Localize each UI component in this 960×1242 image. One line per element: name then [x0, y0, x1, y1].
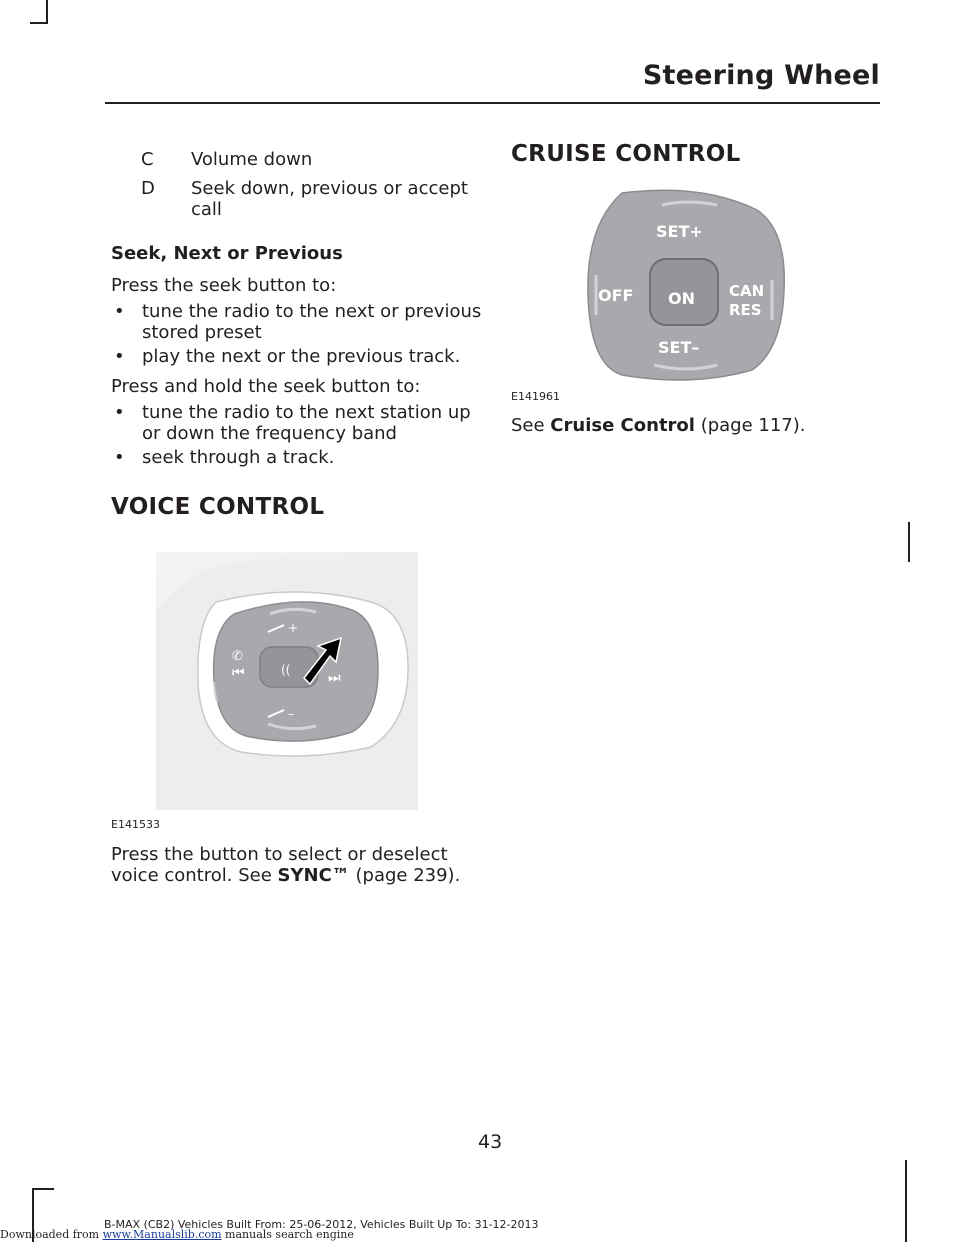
svg-text:⏮: ⏮	[232, 665, 245, 681]
figure-code: E141961	[511, 390, 560, 403]
definition-value: Volume down	[191, 149, 313, 170]
vehicle-info: B-MAX (CB2) Vehicles Built From: 25-06-2012, Vehicles Built Up To: 31-12-2013	[104, 1218, 539, 1231]
svg-text:((: ((	[281, 663, 291, 677]
list-item-text: tune the radio to the next or previous stored preset	[142, 301, 482, 343]
definition-value: Seek down, previous or accept call	[191, 178, 468, 220]
svg-text:+: +	[288, 621, 299, 635]
on-label: ON	[668, 289, 695, 308]
sync-link-text: SYNC™	[277, 865, 350, 886]
crop-mark-top-left-v	[46, 0, 48, 24]
svg-text:⏭: ⏭	[328, 670, 341, 686]
figure-code: E141533	[111, 818, 160, 831]
list-item-text: tune the radio to the next station up or down the frequency band	[142, 402, 471, 444]
definition-key: C	[141, 149, 154, 170]
voice-control-title: VOICE CONTROL	[111, 494, 325, 520]
cruise-control-illustration	[582, 185, 787, 385]
crop-mark-bottom-right-v	[905, 1160, 907, 1242]
can-label: CAN	[729, 282, 765, 300]
manualslib-link[interactable]: www.Manualslib.com	[102, 1228, 222, 1241]
cruise-see-reference: See Cruise Control (page 117).	[511, 415, 806, 436]
list-item-text: play the next or the previous track.	[142, 346, 461, 367]
page-header	[105, 58, 880, 104]
set-plus-label: SET+	[656, 222, 703, 241]
crop-mark-right-v	[908, 522, 910, 562]
crop-mark-top-left-h	[30, 22, 48, 24]
cruise-control-title: CRUISE CONTROL	[511, 141, 741, 167]
list-item-text: seek through a track.	[142, 447, 335, 468]
press-intro: Press the seek button to:	[111, 275, 337, 296]
set-minus-label: SET–	[658, 338, 700, 357]
res-label: RES	[729, 301, 762, 319]
svg-text:✆: ✆	[232, 649, 243, 664]
voice-instructions: Press the button to select or deselect voice control. See SYNC™ (page 239).	[111, 844, 461, 886]
download-note: Downloaded from www.Manualslib.com manuals search engine	[0, 1228, 354, 1241]
page-title: Steering Wheel	[642, 60, 880, 91]
hold-intro: Press and hold the seek button to:	[111, 376, 421, 397]
off-label: OFF	[598, 286, 634, 305]
seek-heading: Seek, Next or Previous	[111, 243, 343, 264]
cruise-control-svg	[582, 185, 787, 385]
voice-control-illustration	[156, 552, 418, 810]
steering-wheel-voice-svg	[156, 552, 418, 810]
cruise-control-link-text: Cruise Control	[550, 415, 695, 436]
svg-text:–: –	[288, 707, 294, 721]
definition-key: D	[141, 178, 155, 199]
page-number: 43	[478, 1131, 503, 1153]
crop-mark-bottom-left-h	[32, 1188, 54, 1190]
